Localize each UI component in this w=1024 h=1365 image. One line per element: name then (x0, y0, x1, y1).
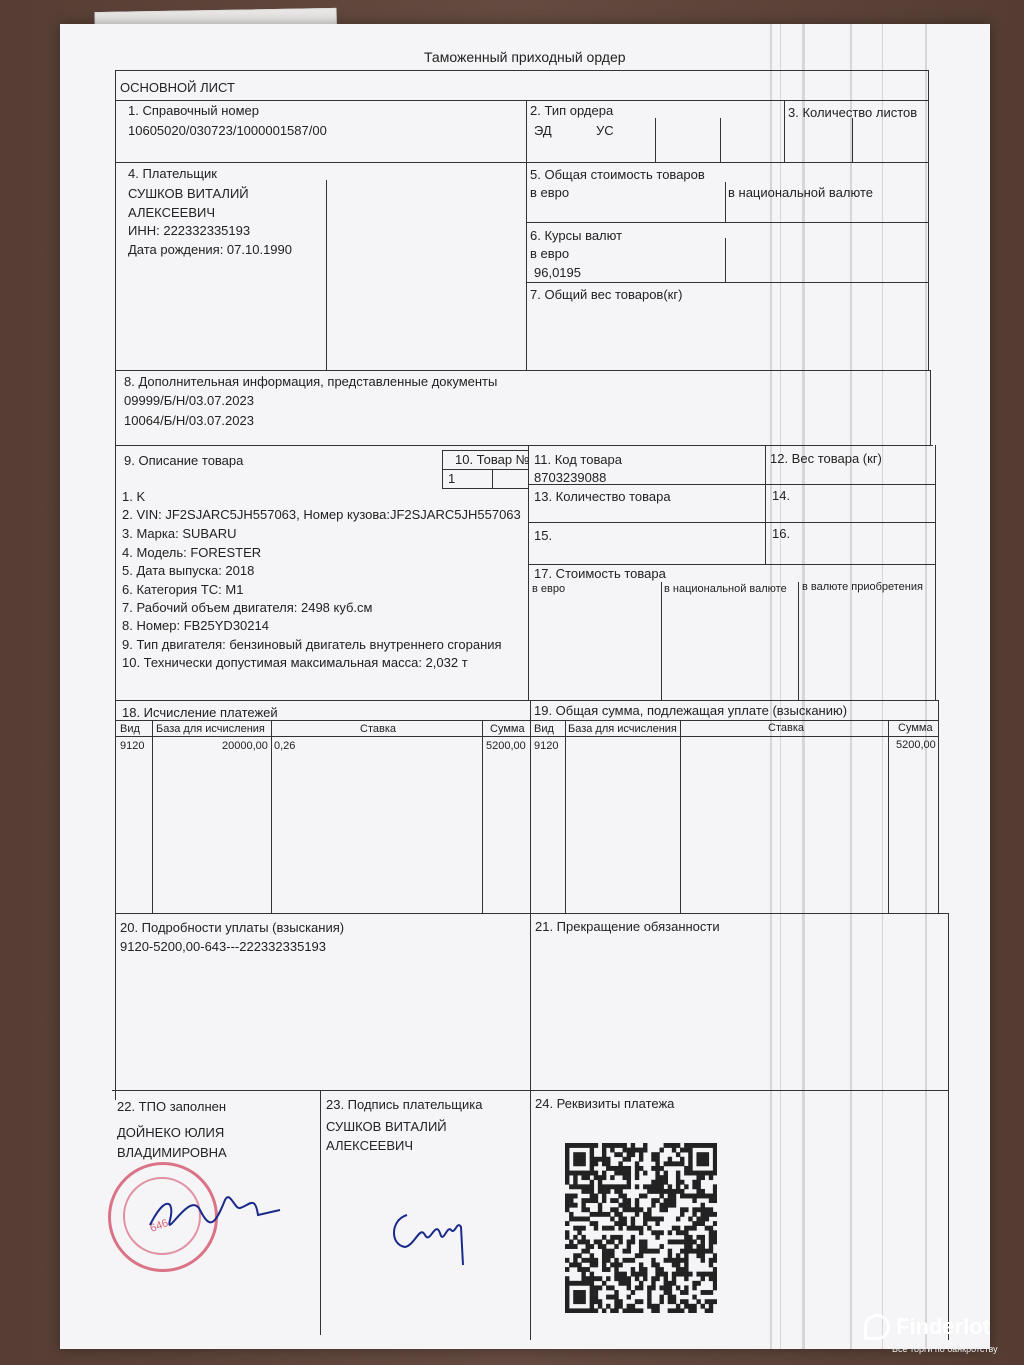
goods-line-8: 8. Номер: FB25YD30214 (122, 618, 269, 633)
box5-col-euro: в евро (530, 185, 570, 200)
box9-label: 9. Описание товара (124, 453, 244, 468)
finderlot-logo-icon (864, 1314, 890, 1340)
payer-sign-name-line2: АЛЕКСЕЕВИЧ (326, 1138, 413, 1153)
box13-label: 13. Количество товара (534, 489, 671, 504)
box22-label: 22. ТПО заполнен (117, 1099, 227, 1114)
payer-sign-name-line1: СУШКОВ ВИТАЛИЙ (326, 1119, 447, 1134)
box10-label: 10. Товар № (455, 452, 530, 467)
box7-label: 7. Общий вес товаров(кг) (530, 287, 683, 302)
payer-name-line1: СУШКОВ ВИТАЛИЙ (128, 186, 249, 201)
payer-name-line2: АЛЕКСЕЕВИЧ (128, 205, 215, 220)
box17-col-national: в национальной валюте (664, 583, 787, 595)
box20-label: 20. Подробности уплаты (взыскания) (120, 920, 345, 935)
box12-label: 12. Вес товара (кг) (770, 451, 882, 466)
box6-label: 6. Курсы валют (530, 228, 623, 243)
box19-header-base: База для исчисления (568, 723, 677, 735)
box18-sum: 5200,00 (486, 740, 526, 752)
box11-label: 11. Код товара (534, 452, 622, 467)
document-title: Таможенный приходный ордер (424, 49, 626, 65)
finderlot-watermark (860, 1310, 1020, 1360)
box18-header-rate: Ставка (360, 723, 396, 735)
box19-label: 19. Общая сумма, подлежащая уплате (взысканию) (534, 703, 848, 718)
goods-code: 8703239088 (534, 470, 607, 485)
box18-type: 9120 (120, 740, 145, 752)
watermark-name: Finderlot (896, 1314, 991, 1339)
goods-number: 1 (448, 471, 456, 486)
box19-header-sum: Сумма (898, 722, 933, 734)
box4-label: 4. Плательщик (128, 166, 217, 181)
box3-label: 3. Количество листов (788, 105, 918, 120)
box18-header-sum: Сумма (490, 723, 525, 735)
box16-label: 16. (772, 526, 791, 541)
box21-label: 21. Прекращение обязанности (535, 919, 720, 934)
officer-name-line2: ВЛАДИМИРОВНА (117, 1145, 227, 1160)
stamp-number: 646 (148, 1217, 170, 1235)
watermark-tagline: Все торги по банкротству (892, 1344, 998, 1354)
sheet-label: ОСНОВНОЙ ЛИСТ (120, 80, 235, 95)
box14-label: 14. (772, 488, 791, 503)
payment-details: 9120-5200,00-643---222332335193 (120, 939, 327, 954)
payment-qr-code (565, 1143, 717, 1313)
box8-label: 8. Дополнительная информация, представленные документы (124, 374, 498, 389)
reference-number: 10605020/030723/1000001587/00 (128, 123, 327, 138)
goods-line-5: 5. Дата выпуска: 2018 (122, 563, 255, 578)
box23-label: 23. Подпись плательщика (326, 1097, 483, 1112)
box19-sum: 5200,00 (896, 739, 936, 751)
box17-col-euro: в евро (532, 583, 566, 595)
box19-type: 9120 (534, 740, 559, 752)
box15-label: 15. (534, 528, 553, 543)
goods-line-3: 3. Марка: SUBARU (122, 526, 237, 541)
payer-inn: ИНН: 222332335193 (128, 223, 251, 238)
officer-signature (140, 1180, 290, 1240)
box18-rate: 0,26 (274, 740, 296, 752)
payer-signature (385, 1205, 475, 1270)
box17-col-purchase: в валюте приобретения (802, 581, 923, 593)
box2-label: 2. Тип ордера (530, 103, 614, 118)
goods-line-7: 7. Рабочий объем двигателя: 2498 куб.см (122, 600, 373, 615)
document-ref-2: 10064/Б/Н/03.07.2023 (124, 413, 254, 428)
box18-label: 18. Исчисление платежей (122, 705, 278, 720)
goods-line-10: 10. Технически допустимая максимальная масса: 2,032 т (122, 655, 468, 670)
box5-col-national: в национальной валюте (728, 185, 873, 200)
box17-label: 17. Стоимость товара (534, 566, 666, 581)
goods-line-2: 2. VIN: JF2SJARC5JH557063, Номер кузова:JF2SJARC5JH557063 (122, 507, 521, 522)
box5-label: 5. Общая стоимость товаров (530, 167, 705, 182)
officer-name-line1: ДОЙНЕКО ЮЛИЯ (117, 1125, 225, 1140)
order-type-us: УС (596, 123, 614, 138)
box19-header-type: Вид (534, 723, 554, 735)
document-ref-1: 09999/Б/Н/03.07.2023 (124, 393, 254, 408)
box1-label: 1. Справочный номер (128, 103, 260, 118)
box19-header-rate: Ставка (768, 722, 804, 734)
box6-col-euro: в евро (530, 246, 570, 261)
euro-rate: 96,0195 (534, 265, 581, 280)
box18-header-type: Вид (120, 723, 140, 735)
goods-line-9: 9. Тип двигателя: бензиновый двигатель внутреннего сгорания (122, 637, 502, 652)
box18-header-base: База для исчисления (156, 723, 265, 735)
goods-line-1: 1. K (122, 489, 146, 504)
payer-birthdate: Дата рождения: 07.10.1990 (128, 242, 292, 257)
box18-base: 20000,00 (222, 740, 268, 752)
order-type-ed: ЭД (534, 123, 552, 138)
box24-label: 24. Реквизиты платежа (535, 1096, 675, 1111)
goods-line-6: 6. Категория ТС: M1 (122, 582, 244, 597)
goods-line-4: 4. Модель: FORESTER (122, 545, 262, 560)
